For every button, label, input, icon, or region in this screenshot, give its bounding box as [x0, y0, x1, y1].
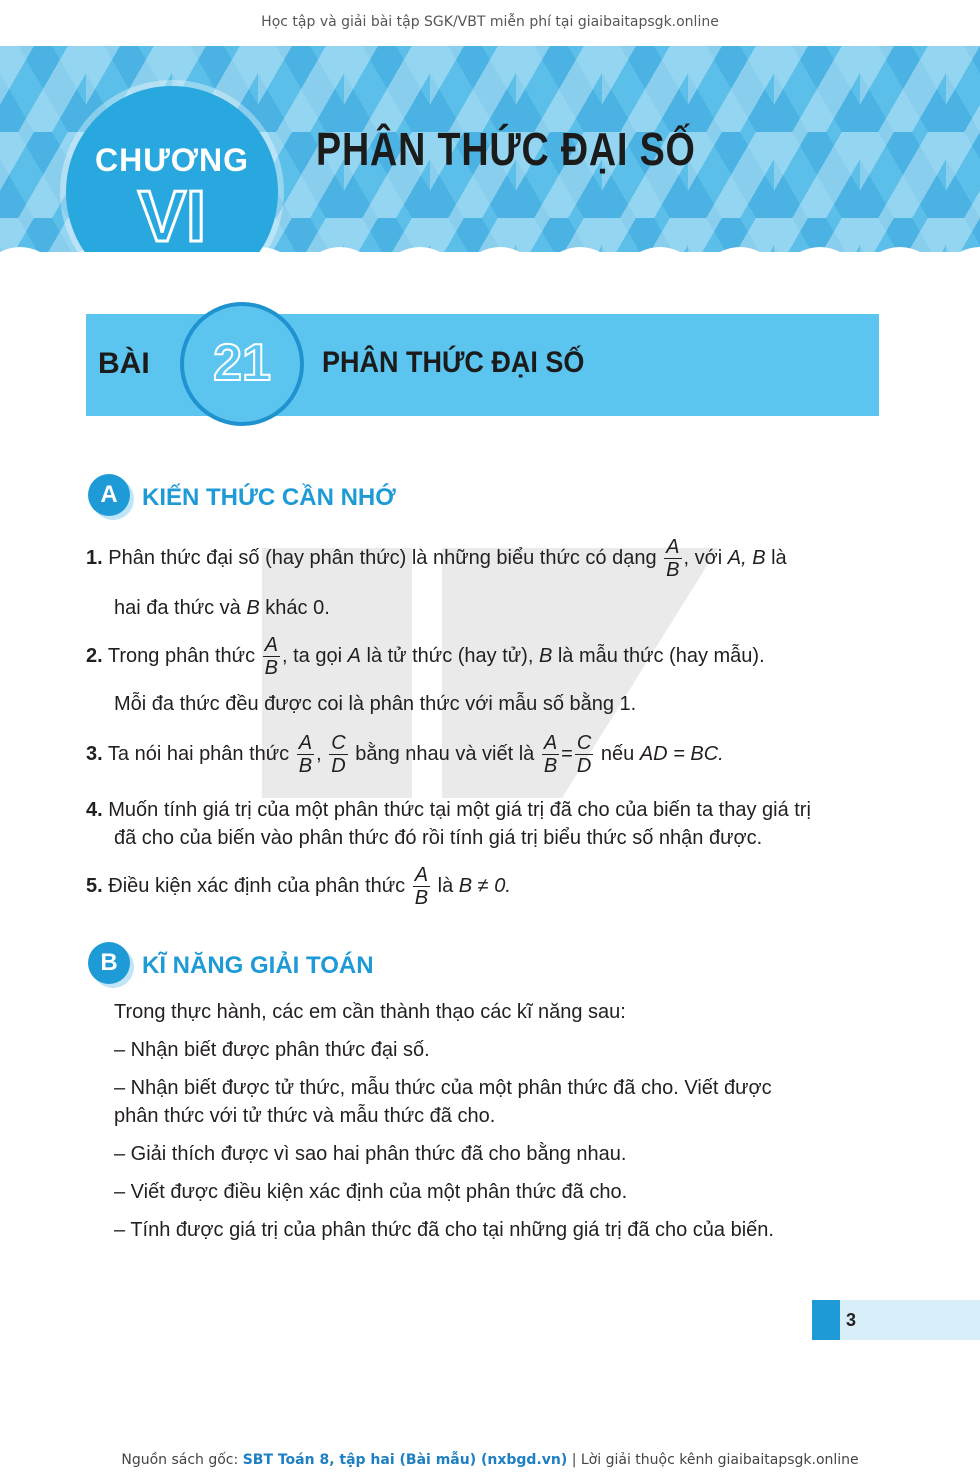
item-number: 2.: [86, 644, 103, 667]
frac-denominator: B: [414, 887, 429, 909]
item-text: là tử thức (hay tử),: [366, 644, 534, 667]
footer-source-link[interactable]: SBT Toán 8, tập hai (Bài mẫu) (nxbgd.vn): [242, 1452, 568, 1468]
item-text: , ta gọi: [281, 644, 343, 667]
item-number: 5.: [86, 874, 103, 897]
item-text: là: [771, 546, 787, 569]
item-text: Muốn tính giá trị của một phân thức tại một giá trị đã cho của biến ta thay giá trị: [108, 799, 811, 821]
fraction-a-over-b: [297, 732, 314, 777]
page-flag-icon: [812, 1300, 840, 1340]
chapter-label: CHƯƠNG: [94, 142, 250, 178]
skill-item: phân thức với tử thức và mẫu thức đã cho.: [114, 1105, 496, 1127]
frac-numerator: C: [331, 732, 346, 754]
skill-item: – Tính được giá trị của phân thức đã cho tại những giá trị đã cho của biến.: [114, 1219, 774, 1241]
chapter-circle: [66, 86, 278, 252]
item-text: là: [437, 874, 454, 897]
item-text: Điều kiện xác định của phân thức: [108, 874, 406, 897]
knowledge-item-2: [86, 634, 880, 679]
knowledge-item-4: [86, 796, 880, 824]
knowledge-item-3: 3. Ta nói hai phân thức $\frac{A}{B}$ , $\frac{C}{D}$ bằng nhau và viết là $\frac{A}{B}$ = $\frac{C}{D}$ nếu AD = BC.: [86, 732, 724, 777]
fraction-a-over-b: [664, 536, 681, 581]
frac-denominator: B: [264, 657, 278, 679]
chapter-title: PHÂN THỨC ĐẠI SỐ: [316, 123, 696, 175]
fraction-c-over-d: [575, 732, 593, 777]
item-var: A: [347, 644, 361, 667]
section-a-title: KIẾN THỨC CẦN NHỚ: [142, 484, 396, 511]
skill-item: – Giải thích được vì sao hai phân thức đã cho bằng nhau.: [114, 1143, 627, 1165]
item-var: A, B: [727, 546, 766, 569]
lesson-title: PHÂN THỨC ĐẠI SỐ: [322, 346, 585, 379]
lesson-number: 21: [213, 334, 271, 392]
frac-denominator: D: [331, 755, 346, 777]
fraction-a-over-b: [542, 732, 559, 777]
frac-numerator: C: [576, 732, 592, 754]
chapter-banner: [0, 46, 980, 252]
item-equation: B ≠ 0.: [458, 874, 511, 897]
item-equation: AD = BC.: [639, 742, 724, 765]
knowledge-item-2-line2: Mỗi đa thức đều được coi là phân thức với mẫu số bằng 1.: [114, 693, 637, 715]
skill-item: – Nhận biết được tử thức, mẫu thức của một phân thức đã cho. Viết được: [114, 1077, 772, 1099]
frac-denominator: B: [666, 559, 680, 581]
frac-numerator: A: [414, 864, 429, 886]
frac-numerator: A: [666, 536, 680, 558]
footer-prefix: Nguồn sách gốc:: [121, 1452, 239, 1468]
footer-suffix: | Lời giải thuộc kênh giaibaitapsgk.online: [571, 1452, 859, 1468]
fraction-c-over-d: [329, 732, 347, 777]
lesson-label: BÀI: [98, 347, 150, 380]
knowledge-item-1-line2: [114, 594, 330, 622]
item-number: 1.: [86, 546, 103, 569]
section-a-badge: A: [88, 474, 130, 516]
fraction-a-over-b: [413, 864, 430, 909]
item-number: 4.: [86, 799, 103, 821]
fraction-a-over-b: [263, 634, 280, 679]
item-text: nếu: [600, 742, 635, 765]
frac-denominator: D: [576, 755, 592, 777]
section-b-title: KĨ NĂNG GIẢI TOÁN: [142, 952, 374, 979]
knowledge-item-4-line2: đã cho của biến vào phân thức đó rồi tính giá trị biểu thức số nhận được.: [114, 827, 763, 849]
frac-numerator: A: [543, 732, 558, 754]
frac-numerator: A: [298, 732, 313, 754]
chapter-number: VI: [137, 177, 207, 252]
item-text: bằng nhau và viết là: [355, 742, 535, 765]
item-text: là mẫu thức (hay mẫu).: [557, 644, 765, 667]
item-text: Ta nói hai phân thức: [107, 742, 290, 765]
item-number: 3.: [86, 742, 103, 765]
item-text: hai đa thức và: [114, 597, 241, 619]
knowledge-item-5: [86, 864, 880, 909]
page-number: 3: [846, 1310, 857, 1330]
skills-intro: Trong thực hành, các em cần thành thạo các kĩ năng sau:: [114, 1001, 626, 1023]
item-text: Phân thức đại số (hay phân thức) là những biểu thức có dạng: [108, 546, 657, 569]
footer-note: [0, 1452, 980, 1468]
frac-denominator: B: [298, 755, 313, 777]
item-text: khác 0.: [265, 597, 330, 619]
frac-numerator: A: [264, 634, 278, 656]
knowledge-item-1: [86, 536, 880, 581]
header-note: Học tập và giải bài tập SGK/VBT miễn phí tại giaibaitapsgk.online: [261, 14, 719, 30]
item-text: , với: [683, 546, 723, 569]
section-b-badge: B: [88, 942, 130, 984]
skill-item: – Viết được điều kiện xác định của một phân thức đã cho.: [114, 1181, 628, 1203]
item-var: B: [246, 597, 260, 619]
frac-denominator: B: [543, 755, 558, 777]
skill-item: – Nhận biết được phân thức đại số.: [114, 1039, 430, 1061]
item-var: B: [538, 644, 553, 667]
item-text: Trong phân thức: [107, 644, 256, 667]
